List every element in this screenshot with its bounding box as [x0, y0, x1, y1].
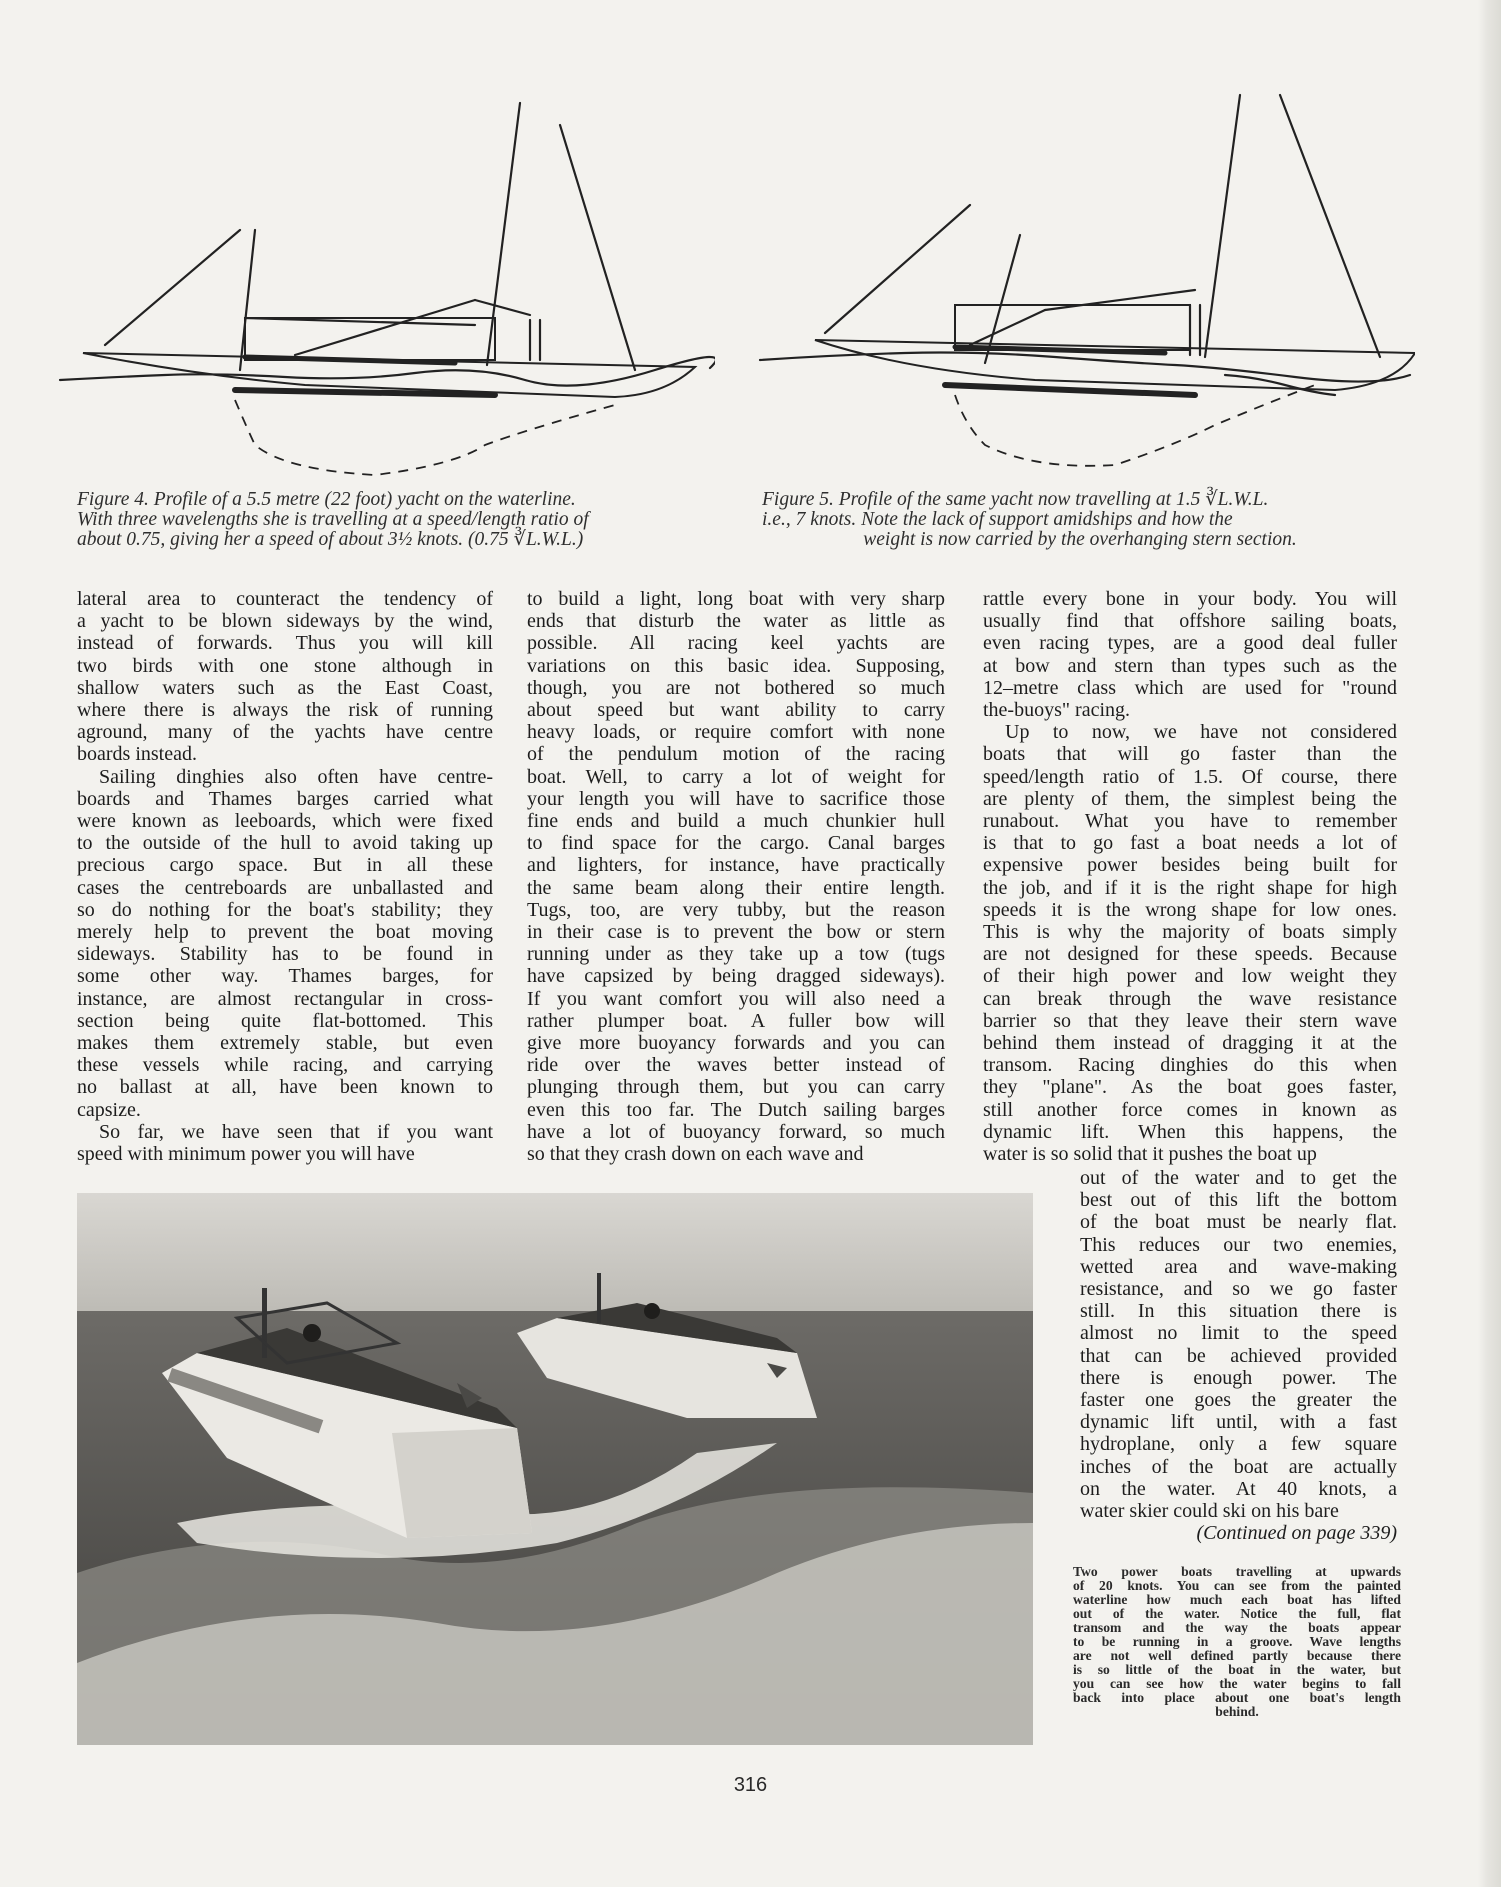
text-line: running under as they take up a tow (tugs: [527, 943, 945, 966]
text-line: though, you are not bothered so much: [527, 676, 945, 699]
text-line: behind them instead of dragging it at the: [983, 1032, 1397, 1055]
text-line: boards and Thames barges carried what: [77, 787, 493, 810]
text-line: This reduces our two enemies,: [1080, 1233, 1397, 1256]
text-line: ride over the waves better instead of: [527, 1054, 945, 1077]
text-line: heavy loads, or require comfort with none: [527, 721, 945, 744]
text-line: Two power boats travelling at upwards: [1073, 1564, 1401, 1579]
figure-4-caption: [77, 490, 709, 550]
text-line: out of the water and to get the: [1080, 1167, 1397, 1189]
caption-line: i.e., 7 knots. Note the lack of support amidships and how the: [762, 509, 1233, 530]
text-line: at bow and stern than types such as the: [983, 654, 1397, 677]
text-line: water is so solid that it pushes the boat up: [983, 1143, 1317, 1166]
text-line: is that to go fast a boat needs a lot of: [983, 832, 1397, 855]
text-line: capsize.: [77, 1098, 141, 1121]
text-line: makes them extremely stable, but even: [77, 1032, 493, 1055]
figure-5-caption: [762, 490, 1398, 550]
text-line: the-buoys" racing.: [983, 699, 1131, 722]
text-line: still another force comes in known as: [983, 1098, 1397, 1121]
text-line: back into place about one boat's length: [1073, 1690, 1401, 1705]
text-line: boards instead.: [77, 743, 197, 766]
text-line: variations on this basic idea. Supposing,: [527, 654, 945, 677]
text-line: inches of the boat are actually: [1080, 1455, 1397, 1478]
text-line: Sailing dinghies also often have centre-: [99, 765, 493, 788]
text-line: resistance, and so we go faster: [1080, 1278, 1397, 1301]
caption-line: With three wavelengths she is travelling at a speed/length ratio of: [77, 509, 589, 530]
figure-5-yacht-profile: [755, 85, 1415, 485]
text-line: faster one goes the greater the: [1080, 1389, 1397, 1412]
text-line: rattle every bone in your body. You will: [983, 588, 1397, 610]
text-line: so do nothing for the boat's stability; they: [77, 898, 493, 921]
text-column-3: [983, 588, 1397, 1165]
text-line: have capsized by being dragged sideways).: [527, 965, 945, 988]
text-column-1: [77, 588, 493, 1165]
text-line: rather plumper boat. A fuller bow will: [527, 1009, 945, 1032]
text-line: dynamic lift until, with a fast: [1080, 1411, 1397, 1434]
text-line: to find space for the cargo. Canal barges: [527, 832, 945, 855]
text-line: your length you will have to sacrifice those: [527, 787, 945, 810]
text-line: boat. Well, to carry a lot of weight for: [527, 765, 945, 788]
text-line: plunging through them, but you can carry: [527, 1076, 945, 1099]
text-line: even racing types, are a good deal fuller: [983, 632, 1397, 655]
text-line: hydroplane, only a few square: [1080, 1433, 1397, 1456]
text-line: If you want comfort you will also need a: [527, 987, 945, 1010]
text-line: even this too far. The Dutch sailing barges: [527, 1098, 945, 1121]
text-line: expensive power besides being built for: [983, 854, 1397, 877]
text-line: speed/length ratio of 1.5. Of course, there: [983, 765, 1397, 788]
text-line: sideways. Stability has to be found in: [77, 943, 493, 966]
text-line: that can be achieved provided: [1080, 1344, 1397, 1367]
text-line: have a lot of buoyancy forward, so much: [527, 1120, 945, 1143]
power-boats-photo: [77, 1193, 1033, 1745]
text-line: to the outside of the hull to avoid taking up: [77, 832, 493, 855]
text-line: So far, we have seen that if you want: [99, 1120, 493, 1143]
text-line: lateral area to counteract the tendency of: [77, 588, 493, 610]
text-line: you can see how the water begins to fall: [1073, 1676, 1401, 1691]
text-line: were known as leeboards, which were fixed: [77, 810, 493, 833]
text-line: can break through the wave resistance: [983, 987, 1397, 1010]
text-line: instance, are almost rectangular in cross-: [77, 987, 493, 1010]
text-line: instead of forwards. Thus you will kill: [77, 632, 493, 655]
caption-line: weight is now carried by the overhanging stern section.: [863, 529, 1297, 550]
text-line: Up to now, we have not considered: [1005, 721, 1397, 744]
text-line: possible. All racing keel yachts are: [527, 632, 945, 655]
text-line: the job, and if it is the right shape for high: [983, 876, 1397, 899]
caption-line: Figure 4. Profile of a 5.5 metre (22 foot) yacht on the waterline.: [77, 489, 576, 510]
text-line: usually find that offshore sailing boats,: [983, 610, 1397, 633]
text-line: of their high power and low weight they: [983, 965, 1397, 988]
text-line: no ballast at all, have been known to: [77, 1076, 493, 1099]
text-line: best out of this lift the bottom: [1080, 1189, 1397, 1212]
text-line: behind.: [1215, 1704, 1259, 1719]
text-line: section being quite flat-bottomed. This: [77, 1009, 493, 1032]
text-line: to build a light, long boat with very sharp: [527, 588, 945, 610]
text-line: aground, many of the yachts have centre: [77, 721, 493, 744]
text-line: ends that disturb the water as little as: [527, 610, 945, 633]
page-number: 316: [733, 1774, 768, 1796]
text-line: transom. Racing dinghies do this when: [983, 1054, 1397, 1077]
text-line: boats that will go faster than the: [983, 743, 1397, 766]
text-line: speeds it is the wrong shape for low ones.: [983, 898, 1397, 921]
text-line: there is enough power. The: [1080, 1366, 1397, 1389]
text-line: give more buoyancy forwards and you can: [527, 1032, 945, 1055]
text-line: a yacht to be blown sideways by the wind,: [77, 610, 493, 633]
text-line: so that they crash down on each wave and: [527, 1143, 864, 1166]
text-line: of 20 knots. You can see from the painted: [1073, 1578, 1401, 1593]
text-line: water skier could ski on his bare: [1080, 1500, 1339, 1523]
page-edge: [1478, 0, 1501, 1887]
text-line: some other way. Thames barges, for: [77, 965, 493, 988]
text-line: This is why the majority of boats simply: [983, 921, 1397, 944]
photo-caption: [1073, 1565, 1401, 1719]
text-column-2: [527, 588, 945, 1165]
text-line: to be running in a groove. Wave lengths: [1073, 1634, 1401, 1649]
text-line: and lighters, for instance, have practically: [527, 854, 945, 877]
text-line: are not well defined partly because there: [1073, 1648, 1401, 1663]
text-line: Tugs, too, are very tubby, but the reason: [527, 898, 945, 921]
text-line: these vessels while racing, and carrying: [77, 1054, 493, 1077]
text-line: still. In this situation there is: [1080, 1300, 1397, 1323]
text-line: (Continued on page 339): [1196, 1522, 1397, 1545]
text-line: they "plane". As the boat goes faster,: [983, 1076, 1397, 1099]
text-line: of the boat must be nearly flat.: [1080, 1211, 1397, 1234]
text-line: wetted area and wave-making: [1080, 1255, 1397, 1278]
text-line: in their case is to prevent the bow or stern: [527, 921, 945, 944]
text-line: are plenty of them, the simplest being the: [983, 787, 1397, 810]
text-line: shallow waters such as the East Coast,: [77, 676, 493, 699]
text-line: the same beam along their entire length.: [527, 876, 945, 899]
text-line: waterline how much each boat has lifted: [1073, 1592, 1401, 1607]
text-line: cases the centreboards are unballasted and: [77, 876, 493, 899]
text-line: runabout. What you have to remember: [983, 810, 1397, 833]
text-line: transom and the way the boats appear: [1073, 1620, 1401, 1635]
text-line: two birds with one stone although in: [77, 654, 493, 677]
text-line: merely help to prevent the boat moving: [77, 921, 493, 944]
text-line: 12–metre class which are used for "round: [983, 676, 1397, 699]
text-line: dynamic lift. When this happens, the: [983, 1120, 1397, 1143]
text-line: are not designed for these speeds. Because: [983, 943, 1397, 966]
text-line: barrier so that they leave their stern wave: [983, 1009, 1397, 1032]
text-line: almost no limit to the speed: [1080, 1322, 1397, 1345]
caption-line: about 0.75, giving her a speed of about 3½ knots. (0.75 ∛L.W.L.): [77, 529, 584, 550]
figure-4-yacht-profile: [55, 85, 715, 485]
text-line: speed with minimum power you will have: [77, 1143, 415, 1166]
caption-line: Figure 5. Profile of the same yacht now travelling at 1.5 ∛L.W.L.: [762, 489, 1269, 510]
text-line: fine ends and build a much chunkier hull: [527, 810, 945, 833]
text-line: of the pendulum motion of the racing: [527, 743, 945, 766]
text-line: about speed but want ability to carry: [527, 699, 945, 722]
text-line: on the water. At 40 knots, a: [1080, 1477, 1397, 1500]
text-line: precious cargo space. But in all these: [77, 854, 493, 877]
text-line: is so little of the boat in the water, but: [1073, 1662, 1401, 1677]
text-column-3-continued: [1080, 1167, 1397, 1544]
text-line: out of the water. Notice the full, flat: [1073, 1606, 1401, 1621]
text-line: where there is always the risk of running: [77, 699, 493, 722]
